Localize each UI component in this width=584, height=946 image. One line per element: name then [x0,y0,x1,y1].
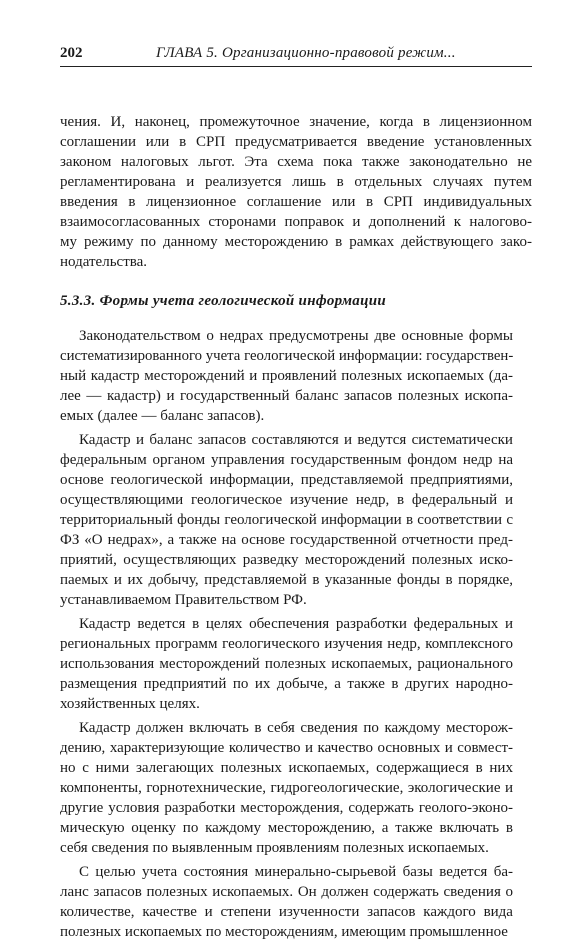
text-line: себя сведения по выявленным проявлениям полезных ископаемых. [60,840,489,856]
text-line: использования месторождений полезных ископаемых, рационального [60,656,513,672]
text-line: Кадастр должен включать в себя сведения по каждому месторож- [79,720,513,736]
text-line: емых (далее — баланс запасов). [60,408,265,424]
text-line: хозяйственных целях. [60,696,200,712]
text-line: количестве, качестве и степени изученности запасов каждого вида [60,904,513,920]
chapter-running-title: ГЛАВА 5. Организационно-правовой режим... [156,45,456,61]
text-line: введения в лицензионное соглашение или в СРП индивидуальных [60,194,532,210]
body-text [60,112,532,942]
text-line: Законодательством о недрах предусмотрены две основные формы [79,328,513,344]
text-line: компоненты, горнотехнические, гидрогеологические, экологические и [60,780,513,796]
text-line: дению, характеризующие количество и качество основных и совмест- [60,740,514,756]
text-line: основе геологической информации, представляемой предприятиями, [60,472,513,488]
text-line: му режиму по данному месторождению в рамках действующего зако- [60,234,532,250]
text-line: приятий, осуществляющих разведку месторождений полезных иско- [60,552,513,568]
running-header [60,44,532,67]
text-line: мическую оценку по каждому месторождению, а также включать в [60,820,513,836]
text-line: территориальный фонды геологической информации в соответствии с [60,512,513,528]
text-line: чения. И, наконец, промежуточное значение, когда в лицензионном [60,114,532,130]
paragraph [60,430,532,610]
text-line: региональных программ геологического изучения недр, комплексного [60,636,514,652]
text-line: федеральным органом управления государственным фондом недр на [60,452,514,468]
text-line: соглашении или в СРП предусматривается введение установленных [60,134,533,150]
text-line: ФЗ «О недрах», а также на основе государственной отчетности пред- [60,532,514,548]
text-line: ланс запасов полезных ископаемых. Он должен содержать сведения о [60,884,514,900]
text-line: полезных ископаемых по месторождениям, имеющим промышленное [60,924,508,940]
text-line: систематизированного учета геологической информации: государствен- [60,348,514,364]
text-line: ный кадастр месторождений и проявлений полезных ископаемых (да- [60,368,514,384]
text-line: другие условия разработки месторождения, содержать геолого-эконо- [60,800,513,816]
text-line: паемых и их добычу, представляемой в указанные фонды в порядке, [60,572,513,588]
text-line: устанавливаемом Правительством РФ. [60,592,307,608]
paragraph [60,326,532,426]
paragraph [60,718,532,858]
page-number: 202 [60,45,83,61]
text-line: взаимосогласованных сторонами поправок и дополнений к налогово- [60,214,532,230]
paragraph [60,614,532,714]
text-line: регламентирована и реализуется лишь в отдельных случаях путем [60,174,532,190]
text-line: размещения предприятий по их добыче, а также в других народно- [60,676,513,692]
paragraph [60,862,532,942]
text-line: Кадастр и баланс запасов составляются и ведутся систематически [79,432,513,448]
text-line: Кадастр ведется в целях обеспечения разработки федеральных и [79,616,514,632]
text-line: законом налоговых льгот. Эта схема пока также законодательно не [60,154,533,170]
text-line: осуществляющими геологическое изучение недр, в федеральный и [60,492,513,508]
section-heading: 5.3.3. Формы учета геологической информации [60,293,387,309]
text-line: С целью учета состояния минерально-сырьевой базы ведется ба- [79,864,514,880]
text-line: лее — кадастр) и государственный баланс запасов полезных ископа- [60,388,513,404]
paragraph-continuation [60,112,532,272]
text-line: но с ними залегающих полезных ископаемых, содержащиеся в них [60,760,513,776]
book-page [60,44,532,946]
text-line: нодательства. [60,254,148,270]
